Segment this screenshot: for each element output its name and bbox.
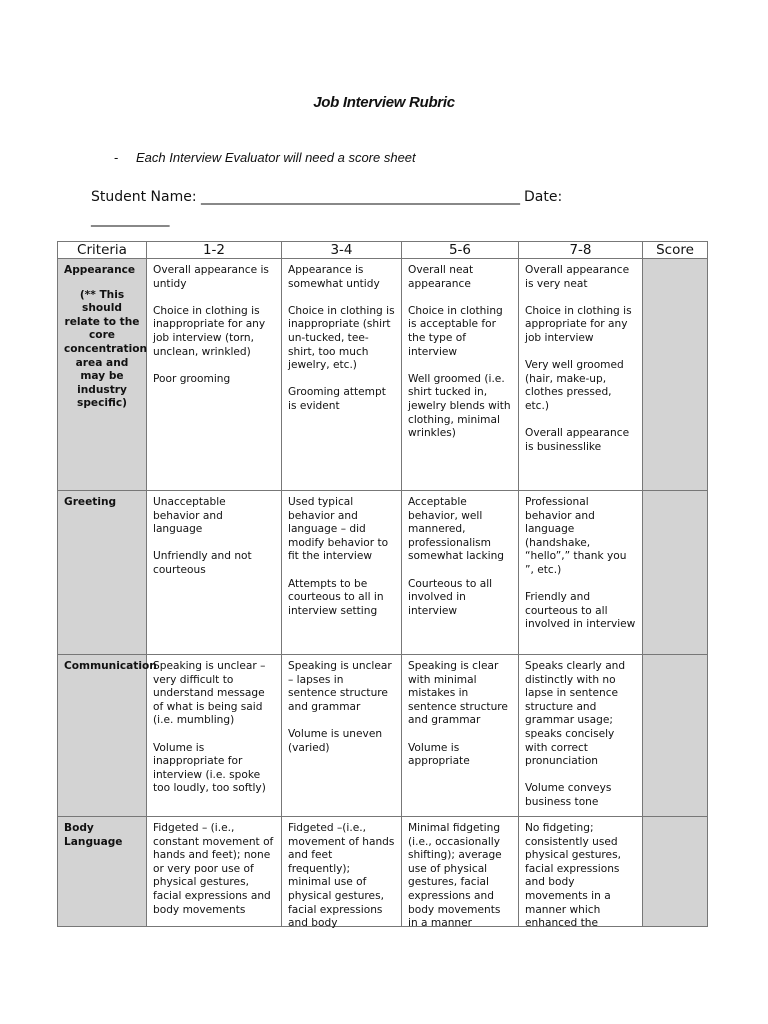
header-criteria: Criteria	[58, 242, 147, 259]
criteria-cell	[58, 817, 147, 927]
cell-text: Well groomed (i.e. shirt tucked in, jewelry blends with clothing, minimal wrinkles)	[408, 372, 511, 440]
student-info-line	[91, 186, 651, 230]
cell-text: Volume conveys business tone	[525, 782, 612, 808]
header-row	[58, 242, 708, 259]
rubric-cell	[402, 655, 519, 817]
cell-text: Used typical behavior and language – did modify behavior to fit the interview	[288, 496, 389, 563]
cell-text: Volume is appropriate	[408, 741, 470, 768]
cell-text: Minimal fidgeting (i.e., occasionally shifting); average use of physical gestures, facial expressions and body movements in a manner	[408, 822, 502, 930]
cell-text: No fidgeting; consistently used physical gestures, facial expressions and body movements in a manner which enhanced the	[525, 822, 621, 930]
cell-text: Choice in clothing is acceptable for the type of interview	[408, 304, 503, 358]
rubric-cell	[282, 491, 402, 655]
criteria-label: Appearance	[64, 264, 136, 276]
bullet-dash: -	[114, 150, 119, 165]
criteria-cell	[58, 259, 147, 491]
cell-text: Acceptable behavior, well mannered, professionalism somewhat lacking	[408, 496, 505, 563]
criteria-note: (** This should relate to the core concentration area and may be industry specific)	[64, 288, 148, 410]
criteria-label: Body Language	[64, 822, 123, 848]
cell-text: Choice in clothing is inappropriate (shirt un-tucked, tee-shirt, too much jewelry, etc.)	[288, 304, 395, 372]
student-name-label: Student Name:	[91, 189, 197, 205]
cell-text: Overall appearance is untidy	[153, 264, 269, 290]
cell-text: Overall appearance is very neat	[525, 264, 630, 290]
cell-text: Volume is uneven (varied)	[288, 727, 383, 754]
criteria-label: Communication	[64, 660, 157, 672]
score-cell[interactable]	[643, 817, 708, 927]
cell-text: Very well groomed (hair, make-up, clothes pressed, etc.)	[525, 359, 624, 412]
score-cell[interactable]	[643, 655, 708, 817]
table-row	[58, 259, 708, 491]
header-score-7-8: 7-8	[519, 242, 643, 259]
table-row	[58, 655, 708, 817]
cell-text: Courteous to all involved in interview	[408, 577, 493, 617]
cell-text: Poor grooming	[153, 372, 231, 385]
cell-text: Friendly and courteous to all involved in interview	[525, 591, 636, 631]
date-blank[interactable]: ____________	[91, 211, 169, 227]
rubric-cell	[402, 491, 519, 655]
cell-text: Choice in clothing is appropriate for any job interview	[525, 304, 632, 344]
header-score-3-4: 3-4	[282, 242, 402, 259]
rubric-cell	[282, 655, 402, 817]
document-title: Job Interview Rubric	[313, 94, 455, 111]
criteria-cell	[58, 491, 147, 655]
evaluator-note	[114, 150, 416, 165]
rubric-cell	[519, 259, 643, 491]
cell-text: Grooming attempt is evident	[288, 386, 386, 412]
criteria-label: Greeting	[64, 496, 117, 508]
cell-text: Fidgeted – (i.e., constant movement of hands and feet); none or very poor use of physical gestures, facial expressions and body movements	[153, 822, 274, 916]
cell-text: Choice in clothing is inappropriate for any job interview (torn, unclean, wrinkled)	[153, 304, 266, 358]
table-row	[58, 491, 708, 655]
cell-text: Volume is inappropriate for interview (i.e. spoke too loudly, too softly)	[153, 741, 266, 795]
cell-text: Unacceptable behavior and language	[153, 496, 226, 536]
rubric-cell	[519, 491, 643, 655]
cell-text: Appearance is somewhat untidy	[288, 264, 380, 290]
score-cell[interactable]	[643, 491, 708, 655]
cell-text: Fidgeted –(i.e., movement of hands and feet frequently); minimal use of physical gestures, facial expressions and body	[288, 822, 395, 930]
cell-text: Professional behavior and language (handshake, “hello”,” thank you ”, etc.)	[525, 496, 627, 576]
cell-text: Speaking is unclear – very difficult to understand message of what is being said (i.e. mumbling)	[153, 660, 266, 727]
rubric-cell	[402, 259, 519, 491]
cell-text: Speaking is unclear – lapses in sentence structure and grammar	[288, 660, 392, 713]
header-score: Score	[643, 242, 708, 259]
header-score-5-6: 5-6	[402, 242, 519, 259]
rubric-cell	[519, 655, 643, 817]
cell-text: Speaking is clear with minimal mistakes in sentence structure and grammar	[408, 660, 508, 727]
table-row	[58, 817, 708, 927]
rubric-cell	[147, 491, 282, 655]
cell-text: Speaks clearly and distinctly with no lapse in sentence structure and grammar usage; speaks concisely with correct pronunciation	[525, 660, 626, 768]
rubric-cell	[147, 817, 282, 927]
rubric-cell	[282, 259, 402, 491]
cell-text: Unfriendly and not courteous	[153, 550, 252, 576]
cell-text: Overall neat appearance	[408, 264, 474, 290]
score-cell[interactable]	[643, 259, 708, 491]
evaluator-note-text: Each Interview Evaluator will need a score sheet	[136, 150, 416, 165]
student-name-blank[interactable]: _________________________________________________	[201, 189, 520, 205]
rubric-cell	[282, 817, 402, 930]
rubric-table	[57, 241, 708, 930]
date-label: Date:	[524, 189, 563, 205]
rubric-cell	[147, 655, 282, 817]
rubric-cell	[519, 817, 643, 930]
cell-text: Attempts to be courteous to all in interview setting	[288, 577, 384, 617]
rubric-cell	[402, 817, 519, 930]
header-score-1-2: 1-2	[147, 242, 282, 259]
rubric-cell	[147, 259, 282, 491]
cell-text: Overall appearance is businesslike	[525, 427, 630, 453]
criteria-cell	[58, 655, 157, 817]
